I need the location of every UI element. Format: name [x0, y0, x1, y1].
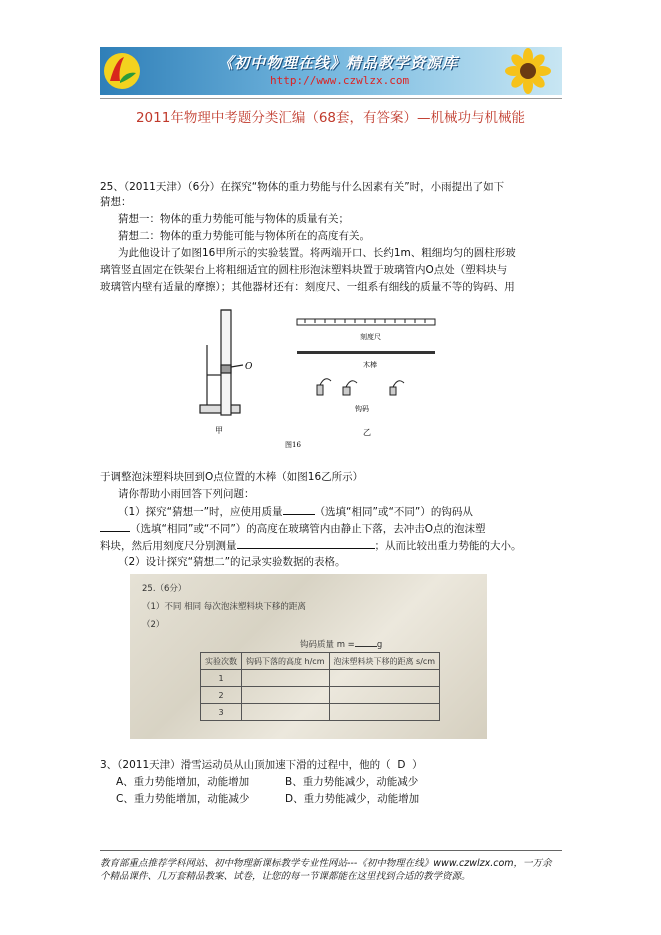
stick-label: 木棒	[363, 361, 377, 369]
scan-mass-caption: 钩码质量 m = g	[300, 640, 383, 650]
q25-line-1: 25、（2011天津）（6分）在探究“物体的重力势能与什么因素有关”时，小雨提出了如下	[100, 181, 505, 193]
label-yi: 乙	[363, 428, 371, 437]
q25-part-1: （1）探究“猜想一”时，应使用质量 （选填“相同”或“不同”）的钩码从	[118, 506, 473, 518]
answer-blank-2[interactable]	[100, 521, 130, 532]
logo-icon	[102, 51, 142, 91]
figure-caption: 图16	[285, 441, 301, 449]
q25-line-8: 于调整泡沫塑料块回到O点位置的木棒（如图16乙所示）	[100, 471, 364, 483]
scan-answer-2: （2）	[142, 620, 165, 630]
wooden-stick	[297, 351, 435, 354]
table-row: 2	[201, 687, 440, 704]
q3-answer: D	[397, 759, 406, 771]
q25-guess-2: 猜想二：物体的重力势能可能与物体所在的高度有关。	[118, 230, 370, 242]
q25-line-6: 璃管竖直固定在铁架台上将粗细适宜的圆柱形泡沫塑料块置于玻璃管内O点处（塑料块与	[100, 264, 508, 276]
q25-line-7: 玻璃管内壁有适量的摩擦）；其他器材还有：刻度尺、一组系有细线的质量不等的钩码、用	[100, 281, 515, 293]
footer-note	[100, 857, 570, 883]
q25-guess-1: 猜想一：物体的重力势能可能与物体的质量有关；	[118, 213, 349, 225]
q25-line-9: 请你帮助小雨回答下列问题：	[118, 488, 255, 500]
title-rule	[100, 98, 562, 99]
table-row: 3	[201, 704, 440, 721]
banner-url[interactable]: http://www.czwlzx.com	[270, 74, 410, 87]
q3-option-d: D、重力势能减少，动能增加	[285, 793, 420, 805]
ruler-label: 刻度尺	[360, 333, 381, 341]
banner-title: 《初中物理在线》精品教学资源库	[218, 54, 459, 72]
ruler	[297, 319, 435, 325]
table-row: 1	[201, 670, 440, 687]
table-header: 钩码下落的高度 h/cm	[242, 653, 330, 670]
label-jia: 甲	[215, 426, 223, 435]
answer-blank-1[interactable]	[283, 504, 315, 515]
hook-weights	[317, 379, 404, 395]
apparatus-jia	[200, 310, 243, 415]
footer-line-1: 教育部重点推荐学科网站、初中物理新课标教学专业性网站---《初中物理在线》www.czwlzx.com，一万余	[100, 858, 552, 869]
q25-part-2: （2）设计探究“猜想二”的记录实验数据的表格。	[118, 556, 346, 568]
q25-line-5: 为此他设计了如图16甲所示的实验装置。将两端开口、长约1m、粗细均匀的圆柱形玻	[118, 247, 516, 259]
figure-16	[185, 305, 445, 465]
o-point-label: O	[245, 362, 253, 372]
weights-label: 钩码	[355, 405, 369, 413]
table-header: 实验次数	[201, 653, 242, 670]
scan-head: 25.（6分）	[142, 584, 187, 594]
table-header: 泡沫塑料块下移的距离 s/cm	[329, 653, 440, 670]
q25-line-2: 猜想：	[100, 196, 132, 208]
sunflower-icon	[498, 47, 558, 95]
q25-part-1-cont: （选填“相同”或“不同”）的高度在玻璃管内由静止下落，去冲击O点的泡沫塑	[100, 521, 486, 536]
q3-option-a: A、重力势能增加，动能增加	[116, 776, 250, 788]
document-title: 2011年物理中考题分类汇编（68套，有答案）—机械功与机械能	[135, 110, 526, 126]
footer-line-2: 个精品课件、几万套精品教案、试卷，让您的每一节课都能在这里找到合适的教学资源。	[100, 871, 471, 882]
answer-scan-image	[130, 574, 487, 739]
q3-option-b: B、重力势能减少，动能减少	[285, 776, 419, 788]
q3-stem: 3、（2011天津）滑雪运动员从山顶加速下滑的过程中，他的（ D ）	[100, 759, 423, 771]
footer-rule	[100, 850, 562, 851]
header-banner	[100, 47, 562, 95]
scan-answer-1: （1）不同 相同 每次泡沫塑料块下移的距离	[142, 602, 306, 612]
q3-option-c: C、重力势能增加，动能减少	[116, 793, 250, 805]
scan-data-table	[200, 652, 440, 721]
answer-blank-3[interactable]	[237, 538, 375, 549]
q25-part-1-end: 料块，然后用刻度尺分别测量 ；从而比较出重力势能的大小。	[100, 540, 522, 552]
